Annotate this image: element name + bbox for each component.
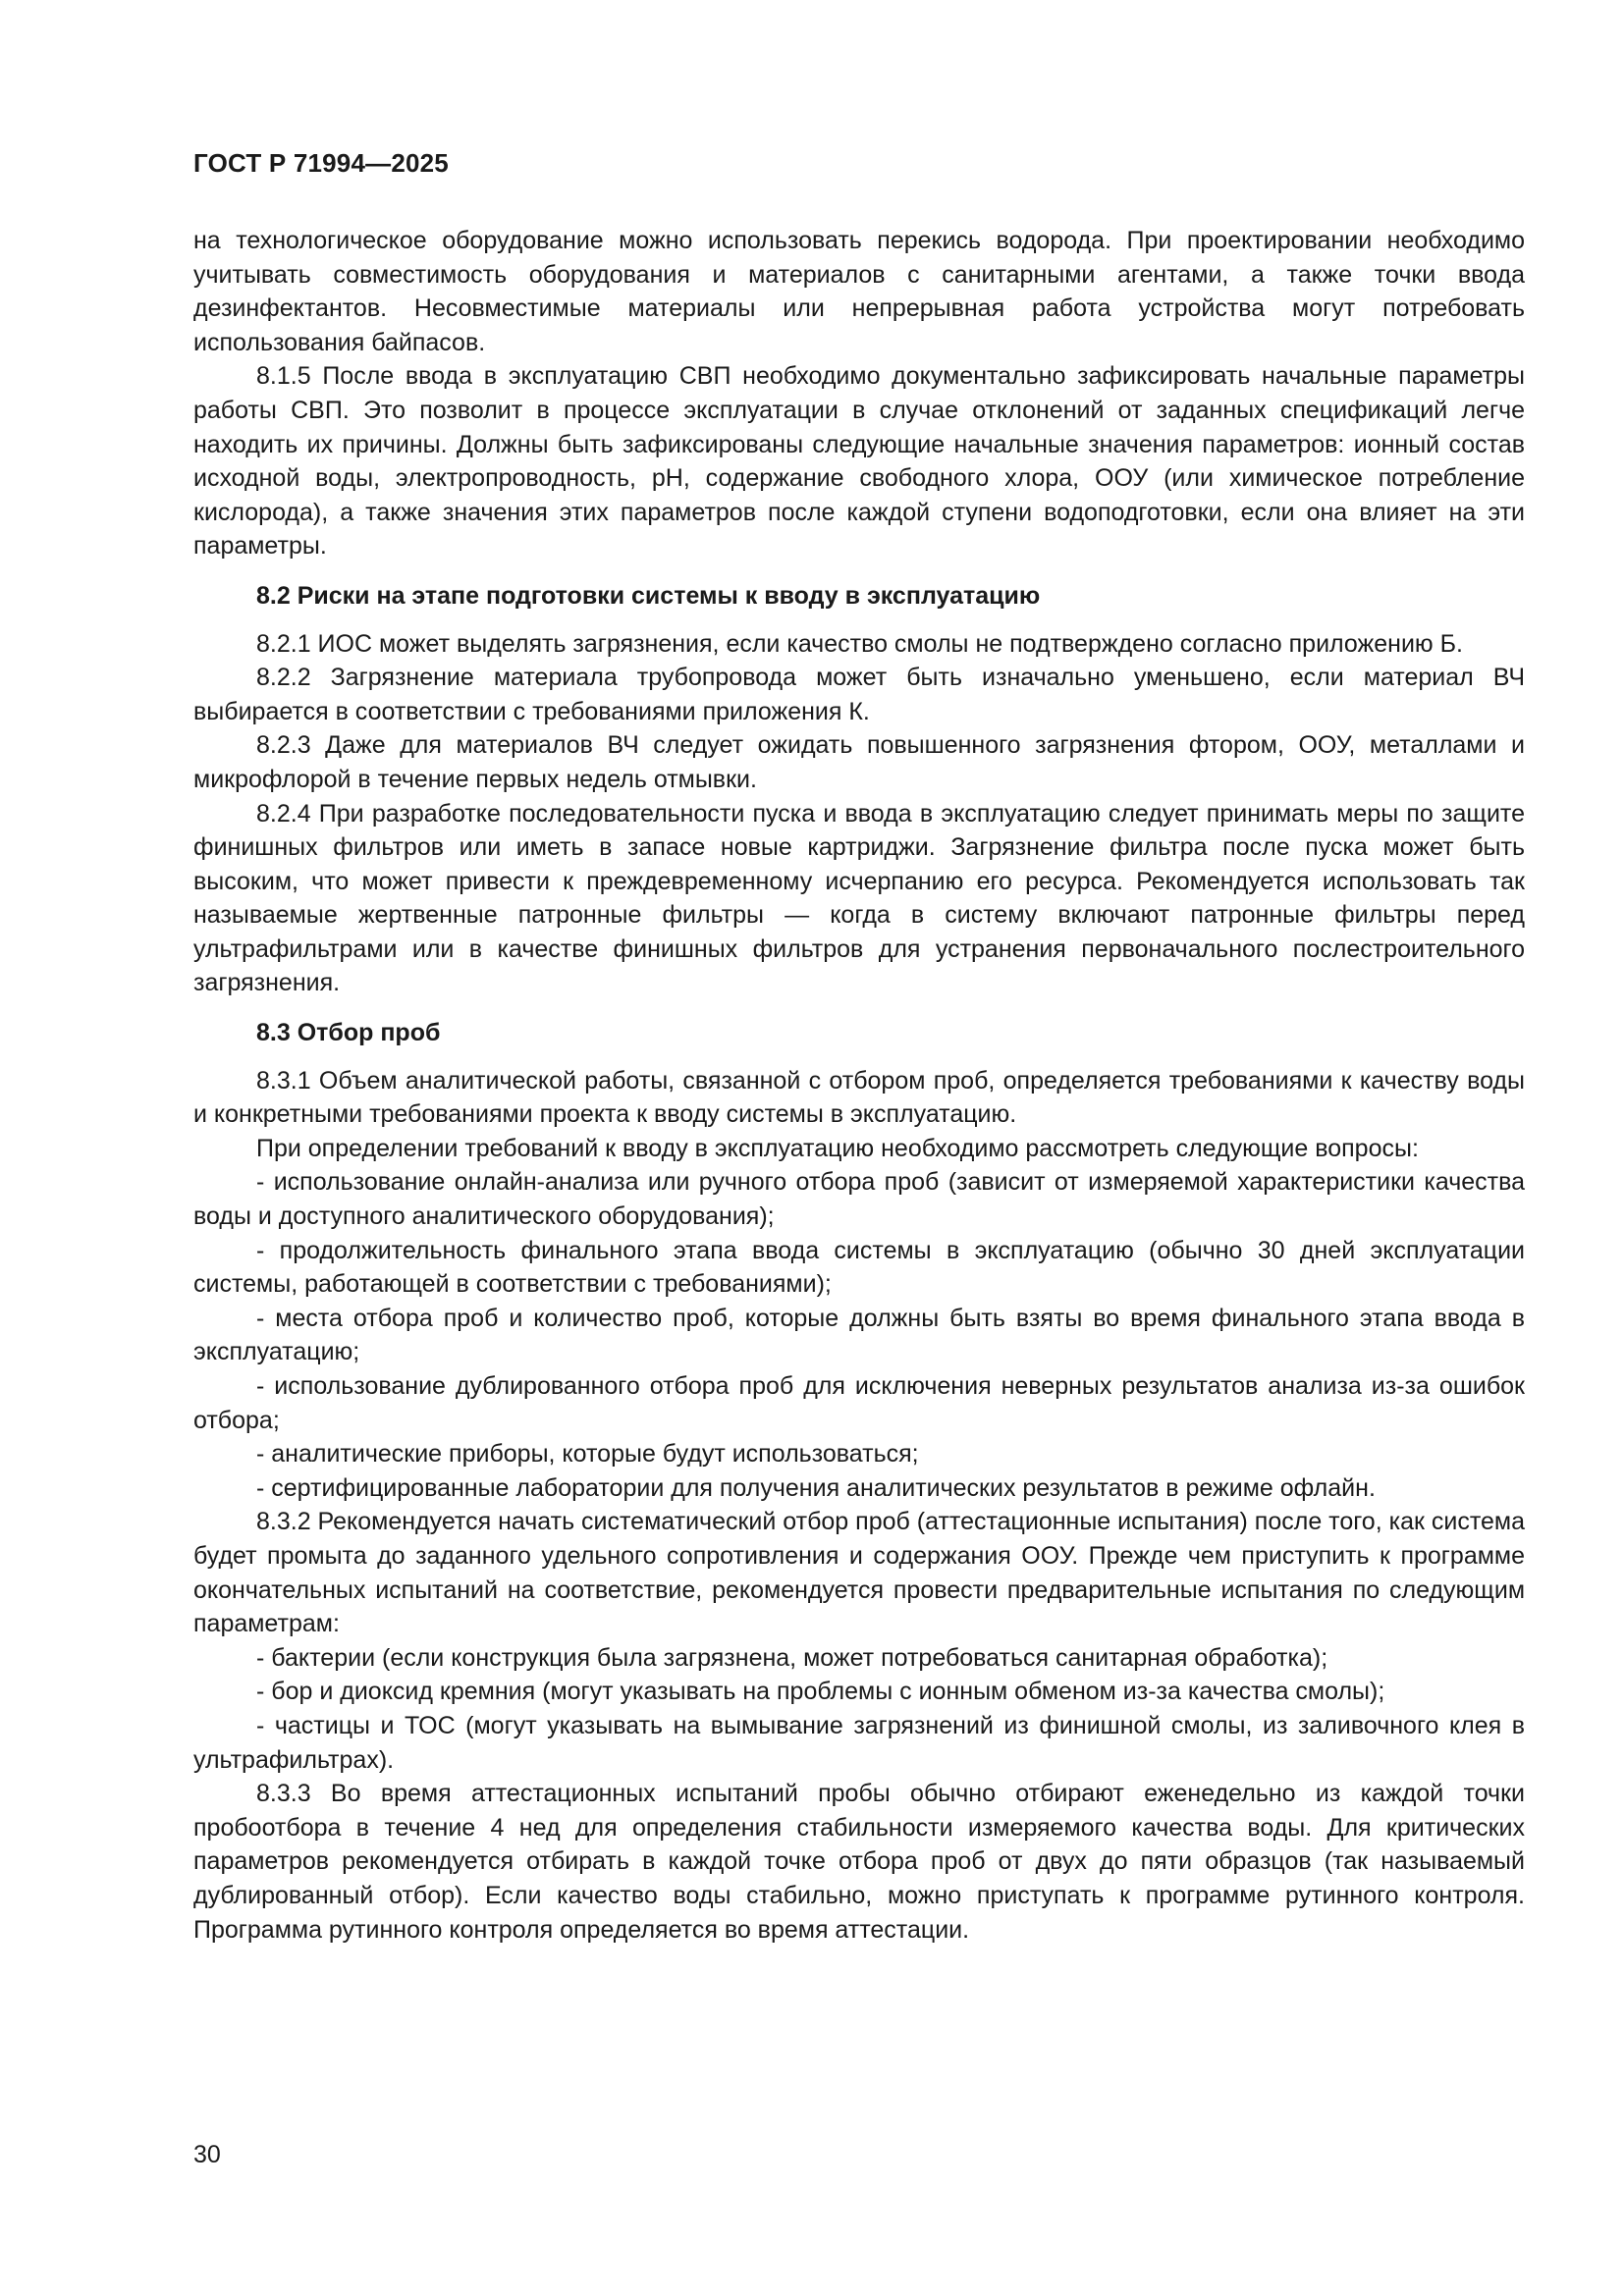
section-heading-8-3: 8.3 Отбор проб [256, 1019, 441, 1047]
document-header: ГОСТ Р 71994—2025 [193, 148, 449, 178]
document-body [193, 224, 1525, 1947]
paragraph-8-3-1-intro: При определении требований к вводу в эксплуатацию необходимо рассмотреть следующие вопросы: [256, 1134, 1419, 1162]
list-item: - использование дублированного отбора проб для исключения неверных результатов анализа из-за ошибок отбора; [193, 1372, 1525, 1434]
list-item: - сертифицированные лаборатории для получения аналитических результатов в режиме офлайн. [256, 1473, 1376, 1502]
paragraph-8-1-5: 8.1.5 После ввода в эксплуатацию СВП необходимо документально зафиксировать начальные параметры работы СВП. Это позволит в процессе эксплуатации в случае отклонений от заданных спецификаций легче находить их причины. Должны быть зафиксированы следующие начальные значения параметров: ионный состав исходной воды, электропроводность, рН, содержание свободного хлора, ООУ (или химическое потребление кислорода), а также значения этих параметров после каждой ступени водоподготовки, если она влияет на эти параметры. [193, 362, 1525, 561]
section-heading-8-2: 8.2 Риски на этапе подготовки системы к вводу в эксплуатацию [256, 581, 1041, 610]
list-item: - аналитические приборы, которые будут использоваться; [256, 1440, 919, 1468]
list-item: - бор и диоксид кремния (могут указывать на проблемы с ионным обменом из-за качества смолы); [256, 1678, 1385, 1706]
list-item: - использование онлайн-анализа или ручного отбора проб (зависит от измеряемой характеристики качества воды и доступного аналитического оборудования); [193, 1168, 1525, 1231]
paragraph-8-2-1: 8.2.1 ИОС может выделять загрязнения, если качество смолы не подтверждено согласно приложению Б. [256, 629, 1463, 658]
list-item: - частицы и ТОС (могут указывать на вымывание загрязнений из финишной смолы, из заливочного клея в ультрафильтрах). [193, 1711, 1525, 1774]
paragraph-8-2-2: 8.2.2 Загрязнение материала трубопровода может быть изначально уменьшено, если материал ВЧ выбирается в соответствии с требованиями приложения К. [193, 664, 1525, 725]
paragraph-8-3-3: 8.3.3 Во время аттестационных испытаний пробы обычно отбирают еженедельно из каждой точки пробоотбора в течение 4 нед для определения стабильности измеряемого качества воды. Для критических параметров рекомендуется отбирать в каждой точке отбора проб от двух до пяти образцов (так называемый дублированный отбор). Если качество воды стабильно, можно приступать к программе рутинного контроля. Программа рутинного контроля определяется во время аттестации. [193, 1780, 1525, 1944]
paragraph-8-2-3: 8.2.3 Даже для материалов ВЧ следует ожидать повышенного загрязнения фтором, ООУ, металлами и микрофлорой в течение первых недель отмывки. [193, 731, 1525, 793]
list-item: - бактерии (если конструкция была загрязнена, может потребоваться санитарная обработка); [256, 1643, 1328, 1672]
list-item: - места отбора проб и количество проб, которые должны быть взяты во время финального этапа ввода в эксплуатацию; [193, 1304, 1525, 1366]
paragraph-8-3-1: 8.3.1 Объем аналитической работы, связанной с отбором проб, определяется требованиями к качеству воды и конкретными требованиями проекта к вводу системы в эксплуатацию. [193, 1066, 1525, 1129]
list-item: - продолжительность финального этапа ввода системы в эксплуатацию (обычно 30 дней эксплуатации системы, работающей в соответствии с требованиями); [193, 1236, 1525, 1299]
paragraph-continuation: на технологическое оборудование можно использовать перекись водорода. При проектировании необходимо учитывать совместимость оборудования и материалов с санитарными агентами, а также точки ввода дезинфектантов. Несовместимые материалы или непрерывная работа устройства могут потребовать использования байпасов. [193, 227, 1525, 356]
paragraph-8-3-2: 8.3.2 Рекомендуется начать систематический отбор проб (аттестационные испытания) после того, как система будет промыта до заданного удельного сопротивления и содержания ООУ. Прежде чем приступить к программе окончательных испытаний на соответствие, рекомендуется провести предварительные испытания по следующим параметрам: [193, 1508, 1526, 1638]
paragraph-8-2-4: 8.2.4 При разработке последовательности пуска и ввода в эксплуатацию следует принимать меры по защите финишных фильтров или иметь в запасе новые картриджи. Загрязнение фильтра после пуска может быть высоким, что может привести к преждевременному исчерпанию его ресурса. Рекомендуется использовать так называемые жертвенные патронные фильтры — когда в систему включают патронные фильтры перед ультрафильтрами или в качестве финишных фильтров для устранения первоначального послестроительного загрязнения. [193, 799, 1525, 997]
page-number: 30 [193, 2141, 221, 2168]
